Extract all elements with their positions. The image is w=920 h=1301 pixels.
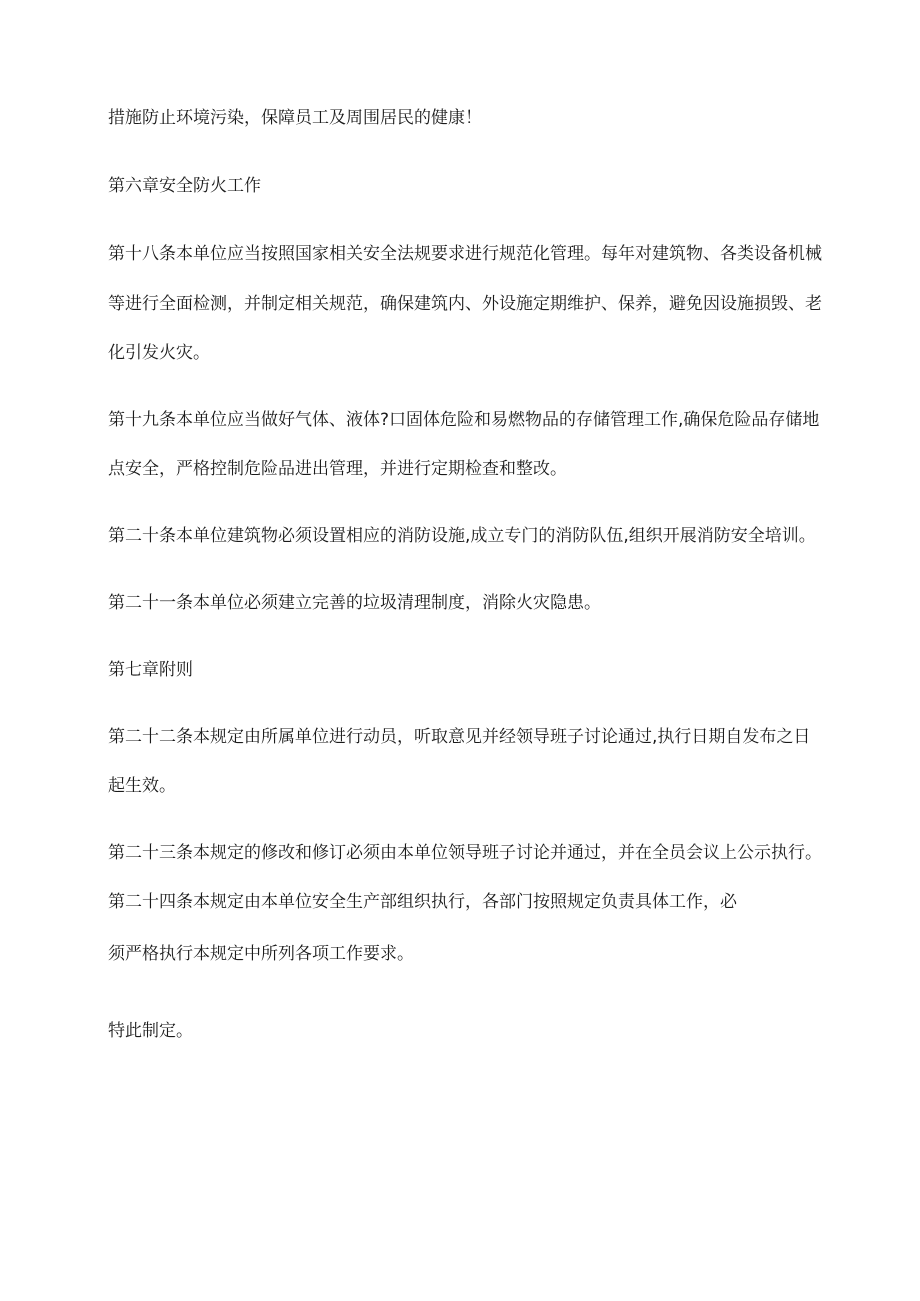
closing-statement: 特此制定。 (108, 1021, 193, 1041)
article-19-line-1: 第十九条本单位应当做好气体、液体?口固体危险和易燃物品的存储管理工作,确保危险品存储地 (108, 410, 820, 430)
article-18-line-3: 化引发火灾。 (108, 343, 210, 363)
article-18-line-1: 第十八条本单位应当按照国家相关安全法规要求进行规范化管理。每年对建筑物、各类设备机械 (108, 244, 822, 264)
article-20: 第二十条本单位建筑物必须设置相应的消防设施,成立专门的消防队伍,组织开展消防安全培训。 (108, 526, 816, 546)
article-21: 第二十一条本单位必须建立完善的垃圾清理制度，消除火灾隐患。 (108, 593, 601, 613)
text-line-environment: 措施防止环境污染，保障员工及周围居民的健康！ (108, 108, 482, 128)
chapter-heading-supplementary: 第七章附则 (108, 660, 193, 680)
article-23: 第二十三条本规定的修改和修订必须由本单位领导班子讨论并通过，并在全员会议上公示执行。 (108, 843, 822, 863)
chapter-heading-fire-safety: 第六章安全防火工作 (108, 176, 261, 196)
article-24-line-1: 第二十四条本规定由本单位安全生产部组织执行，各部门按照规定负责具体工作，必 (108, 892, 737, 912)
article-24-line-2: 须严格执行本规定中所列各项工作要求。 (108, 944, 414, 964)
article-22-line-1: 第二十二条本规定由所属单位进行动员，听取意见并经领导班子讨论通过,执行日期自发布之日 (108, 727, 811, 747)
article-22-line-2: 起生效。 (108, 776, 176, 796)
article-19-line-2: 点安全，严格控制危险品进出管理，并进行定期检查和整改。 (108, 459, 567, 479)
article-18-line-2: 等进行全面检测，并制定相关规范，确保建筑内、外设施定期维护、保养，避免因设施损毁、老 (108, 294, 822, 314)
